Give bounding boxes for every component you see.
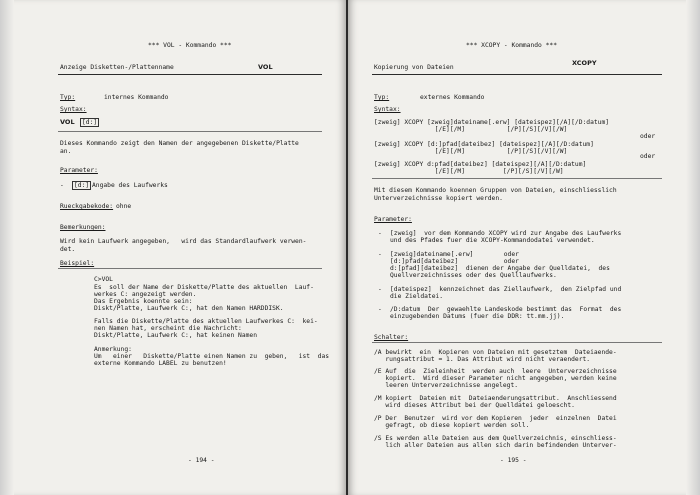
- switch-line: gefragt, ob diese kopiert werden soll.: [374, 422, 530, 429]
- parameter-bullet: -: [378, 306, 382, 313]
- example-line: nen Namen hat, erscheint die Nachricht:: [94, 325, 242, 332]
- switch-line: wird dieses Attribut bei der Quelldatei geloescht.: [374, 402, 575, 409]
- switch-line: lich aller Dateien aus allen sich darin befindenden Unterver-: [374, 442, 617, 449]
- switch-line: /A bewirkt ein Kopieren von Dateien mit gesetztem Dateiaende-: [374, 349, 617, 356]
- switch-line: kopiert. Wird dieser Parameter nicht angegeben, werden keine: [374, 375, 617, 382]
- parameter-bullet: -: [378, 286, 382, 293]
- parameter-line: einzugebenden Datums (fuer die DDR: tt.mm.jj).: [390, 313, 565, 320]
- syntax-line: [zweig] XCOPY [zweig]dateiname[.erw] [dateispez][/A][/D:datum]: [374, 119, 610, 126]
- switch-line: /S Es werden alle Dateien aus dem Quellverzeichnis, einschliess-: [374, 435, 617, 442]
- example-line: externe Kommando LABEL zu benutzen!: [94, 360, 227, 367]
- parameter-bullet: -: [378, 230, 382, 237]
- page-number: - 195 -: [500, 457, 527, 464]
- example-line: werkes C: angezeigt werden.: [94, 291, 197, 298]
- syntax-line: [/E][/M] [/P][/S][/V][/W]: [374, 148, 568, 155]
- returncode-value: ohne: [116, 203, 132, 210]
- parameter-line: die Zieldatei.: [390, 293, 444, 300]
- notes-line-2: det.: [60, 246, 76, 253]
- parameter-line: /D:datum Der gewaehlte Landeskode bestimmt das Format des: [390, 306, 622, 313]
- syntax-separator: oder: [640, 153, 656, 160]
- syntax-line: [/E][/M] [/P][/S][/V][/W]: [374, 168, 564, 175]
- typ-value: internes Kommando: [104, 94, 169, 101]
- switch-line: /E Auf die Zieleinheit werden auch leere Unterverzeichnisse: [374, 368, 617, 375]
- syntax-rule: [58, 131, 322, 132]
- example-line: Falls die Diskette/Platte des aktuellen Laufwerkes C: kei-: [94, 318, 318, 325]
- syntax-rule: [372, 178, 662, 179]
- parameter-label: Parameter:: [60, 167, 98, 174]
- parameter-line: [zweig] vor dem Kommando XCOPY wird zur Angabe des Laufwerks: [390, 230, 622, 237]
- returncode-label: Rueckgabekode:: [60, 203, 114, 210]
- switch-rule: [372, 342, 662, 343]
- header-rule: [58, 74, 322, 75]
- switch-line: /M kopiert Dateien mit Dateiaenderungsattribut. Anschliessend: [374, 395, 617, 402]
- description-line-1: Dieses Kommando zeigt den Namen der angegebenen Diskette/Platte: [60, 140, 299, 147]
- notes-line-1: Wird kein Laufwerk angegeben, wird das Standardlaufwerk verwen-: [60, 238, 307, 245]
- syntax-line: [/E][/M] [/P][/S][/V][/W]: [374, 126, 568, 133]
- switch-line: leeren Unterverzeichnisse angelegt.: [374, 382, 519, 389]
- parameter-argument: [d:]: [74, 182, 90, 189]
- typ-label: Typ:: [374, 94, 390, 101]
- example-line: Diskt/Platte, Laufwerk C:, hat keinen Namen: [94, 332, 258, 339]
- page-title: *** XCOPY - Kommando ***: [466, 42, 557, 49]
- page-right: [348, 0, 700, 495]
- description-line-2: an.: [60, 148, 72, 155]
- syntax-line: [zweig] XCOPY [d:]pfad[dateibez] [dateispez][/A][/D:datum]: [374, 141, 594, 148]
- page-left: [0, 0, 346, 495]
- syntax-label: Syntax:: [374, 106, 401, 113]
- parameter-description: Angabe des Laufwerks: [92, 182, 168, 189]
- header-command: VOL: [258, 63, 273, 71]
- switch-label: Schalter:: [374, 334, 409, 341]
- example-label: Beispiel:: [60, 260, 95, 267]
- parameter-line: und des Pfades fuer die XCOPY-Kommandodatei verwendet.: [390, 237, 595, 244]
- parameter-line: [dateispez] kennzeichnet das Ziellaufwerk, den Zielpfad und: [390, 286, 622, 293]
- header-rule: [372, 74, 662, 75]
- page-edge-shadow: [686, 0, 700, 495]
- syntax-command: VOL: [60, 118, 75, 126]
- header-description: Anzeige Disketten-/Plattenname: [60, 64, 174, 71]
- parameter-line: d:[pfad][dateibez] dienen der Angabe der Quelldatei, des: [390, 265, 610, 272]
- syntax-separator: oder: [640, 133, 656, 140]
- page-number: - 194 -: [188, 457, 215, 464]
- example-line: Diskt/Platte, Laufwerk C:, hat den Namen HARDDISK.: [94, 305, 284, 312]
- header-description: Kopierung von Dateien: [374, 64, 454, 71]
- page-title: *** VOL - Kommando ***: [148, 42, 232, 49]
- parameter-bullet: -: [60, 182, 64, 189]
- example-line: C>VOL: [94, 276, 113, 283]
- example-line: Anmerkung:: [94, 346, 132, 353]
- typ-value: externes Kommando: [420, 94, 485, 101]
- notes-label: Bemerkungen:: [60, 224, 106, 231]
- typ-label: Typ:: [60, 94, 76, 101]
- page-edge-shadow: [0, 0, 14, 495]
- parameter-bullet: -: [378, 251, 382, 258]
- example-line: Es soll der Name der Diskette/Platte des aktuellen Lauf-: [94, 284, 314, 291]
- header-command: XCOPY: [572, 59, 597, 67]
- intro-line-1: Mit diesem Kommando koennen Gruppen von Dateien, einschliesslich: [374, 187, 617, 194]
- parameter-line: [d:]pfad[dateibez] oder: [390, 258, 519, 265]
- switch-line: rungsattribut = 1. Das Attribut wird nicht veraendert.: [374, 356, 591, 363]
- example-rule: [58, 268, 322, 269]
- example-line: Um einer Diskette/Platte einen Namen zu geben, ist das: [94, 353, 330, 360]
- syntax-label: Syntax:: [60, 106, 87, 113]
- syntax-argument: [d:]: [82, 119, 98, 126]
- example-line: Das Ergebnis koennte sein:: [94, 298, 193, 305]
- parameter-line: [zweig]dateiname[.erw] oder: [390, 251, 519, 258]
- intro-line-2: Unterverzeichnisse kopiert werden.: [374, 195, 503, 202]
- switch-line: /P Der Benutzer wird vor dem Kopieren jeder einzelnen Datei: [374, 415, 617, 422]
- parameter-label: Parameter:: [374, 216, 412, 223]
- parameter-line: Quellverzeichnisses oder des Quelllaufwerks.: [390, 272, 557, 279]
- syntax-line: [zweig] XCOPY d:pfad[dateibez] [dateispez][/A][/D:datum]: [374, 161, 587, 168]
